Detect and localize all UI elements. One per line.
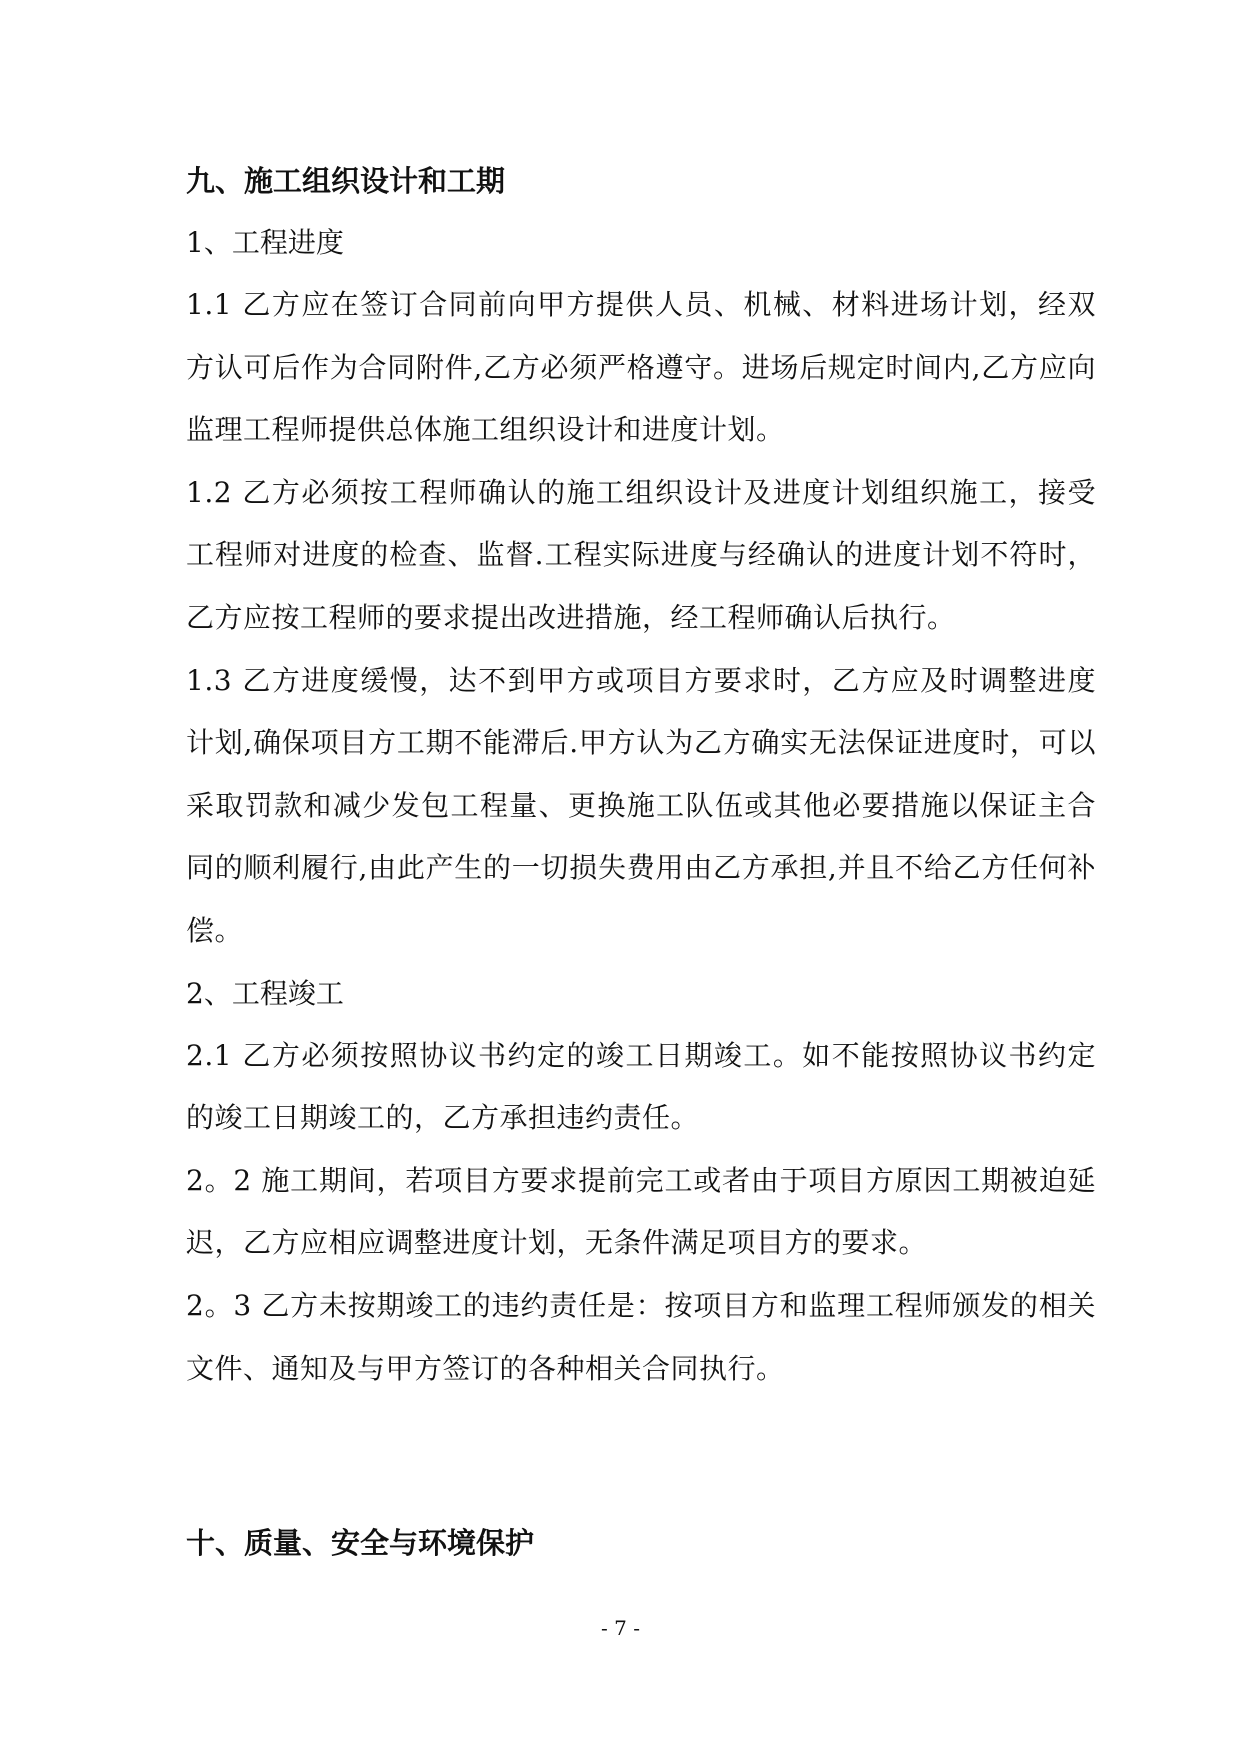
clause-1-2: 1.2 乙方必须按工程师确认的施工组织设计及进度计划组织施工，接受工程师对进度的检查、监督.工程实际进度与经确认的进度计划不符时，乙方应按工程师的要求提出改进措施，经工程师确认后执行。 — [186, 475, 1096, 634]
document-body — [186, 150, 1096, 1574]
clause-2-2: 2。2 施工期间，若项目方要求提前完工或者由于项目方原因工期被迫延迟，乙方应相应调整进度计划，无条件满足项目方的要求。 — [186, 1163, 1096, 1260]
subsection-heading-progress: 1、工程进度 — [186, 226, 344, 259]
clause-2-3: 2。3 乙方未按期竣工的违约责任是：按项目方和监理工程师颁发的相关文件、通知及与甲方签订的各种相关合同执行。 — [186, 1288, 1096, 1385]
section-heading-9: 九、施工组织设计和工期 — [186, 164, 506, 198]
clause-2-1: 2.1 乙方必须按照协议书约定的竣工日期竣工。如不能按照协议书约定的竣工日期竣工的，乙方承担违约责任。 — [186, 1038, 1096, 1135]
section-spacer — [186, 1400, 1096, 1512]
section-heading-10: 十、质量、安全与环境保护 — [186, 1526, 535, 1561]
page-number: - 7 - — [601, 1616, 640, 1640]
clause-1-3: 1.3 乙方进度缓慢，达不到甲方或项目方要求时，乙方应及时调整进度计划,确保项目方工期不能滞后.甲方认为乙方确实无法保证进度时，可以采取罚款和减少发包工程量、更换施工队伍或其他必要措施以保证主合同的顺利履行,由此产生的一切损失费用由乙方承担,并且不给乙方任何补偿。 — [186, 663, 1096, 947]
subsection-heading-completion: 2、工程竣工 — [186, 976, 344, 1010]
clause-1-1: 1.1 乙方应在签订合同前向甲方提供人员、机械、材料进场计划，经双方认可后作为合同附件,乙方必须严格遵守。进场后规定时间内,乙方应向监理工程师提供总体施工组织设计和进度计划。 — [186, 288, 1096, 447]
